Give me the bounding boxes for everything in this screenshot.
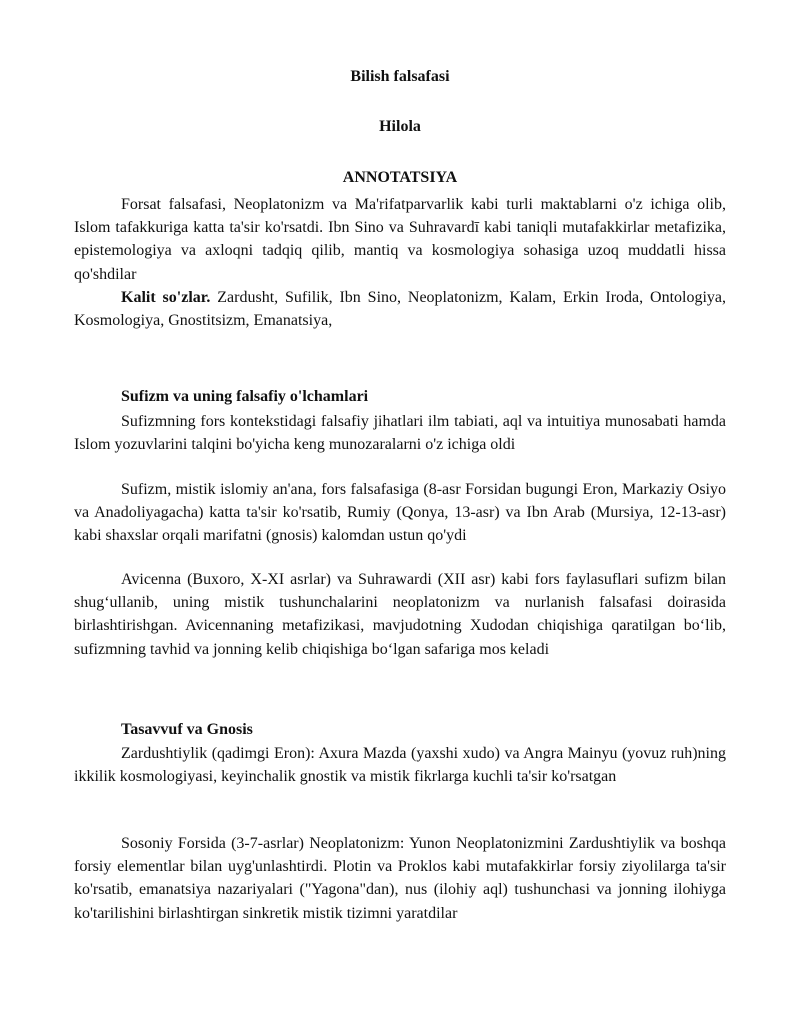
document-title: Bilish falsafasi xyxy=(350,68,450,85)
section2-paragraph: Sosoniy Forsida (3-7-asrlar) Neoplatonizm: Yunon Neoplatonizmini Zardushtiylik va boshqa forsiy elementlar bilan uyg'unlashtirdi. Plotin va Proklos kabi mutafakkirlar forsiy ziyolilarga ta'sir ko'rsatib, emanatsiya nazariyalari ("Yagona"dan), nus (ilohiy aql) tushunchasi va jonning ilohiyga ko'tarilishini birlashtirgan sinkretik mistik tizimni yaratdilar xyxy=(74,835,726,922)
annotation-paragraph: Forsat falsafasi, Neoplatonizm va Ma'rifatparvarlik kabi turli maktablarni o'z ichiga olib, Islom tafakkuriga katta ta'sir ko'rsatdi. Ibn Sino va Suhravardī kabi taniqli mutafakkirlar metafizika, epistemologiya va axloqni tadqiq qilib, mantiq va kosmologiya sohasiga uzoq muddatli hissa qo'shdilar xyxy=(74,196,726,283)
keywords-paragraph xyxy=(74,286,726,332)
author-name: Hilola xyxy=(379,118,421,135)
keywords-list: Zardusht, Sufilik, Ibn Sino, Neoplatonizm, Kalam, Erkin Iroda, Ontologiya, Kosmologiya, Gnostitsizm, Emanatsiya, xyxy=(74,289,727,330)
section2-paragraph: Zardushtiylik (qadimgi Eron): Axura Mazda (yaxshi xudo) va Angra Mainyu (yovuz ruh)ning ikkilik kosmologiyasi, keyinchalik gnostik va mistik fikrlarga kuchli ta'sir ko'rsatgan xyxy=(74,745,726,786)
section-heading-sufism: Sufizm va uning falsafiy o'lchamlari xyxy=(121,388,369,405)
section-heading-tasavvuf: Tasavvuf va Gnosis xyxy=(121,721,253,738)
section1-paragraph: Sufizm, mistik islomiy an'ana, fors falsafasiga (8-asr Forsidan bugungi Eron, Markaziy Osiyo va Anadoliyagacha) katta ta'sir ko'rsatib, Rumiy (Qonya, 13-asr) va Ibn Arab (Mursiya, 12-13-asr) kabi shaxslar orqali marifatni (gnosis) kalomdan ustun qo'ydi xyxy=(74,481,726,545)
section1-paragraph: Avicenna (Buxoro, X-XI asrlar) va Suhrawardi (XII asr) kabi fors faylasuflari sufizm bilan shug‘ullanib, uning mistik tushunchalarini neoplatonizm va nurlanish falsafasi doirasida birlashtirishgan. Avicennaning metafizikasi, mavjudotning Xudodan chiqishiga qaratilgan bo‘lib, sufizmning tavhid va jonning kelib chiqishiga bo‘lgan safariga mos keladi xyxy=(74,571,726,658)
section1-paragraph: Sufizmning fors kontekstidagi falsafiy jihatlari ilm tabiati, aql va intuitiya munosabati hamda Islom yozuvlarini talqini bo'yicha keng munozaralarni o'z ichiga oldi xyxy=(74,413,726,454)
keywords-label: Kalit so'zlar. xyxy=(121,289,211,306)
annotation-heading: ANNOTATSIYA xyxy=(342,169,458,186)
